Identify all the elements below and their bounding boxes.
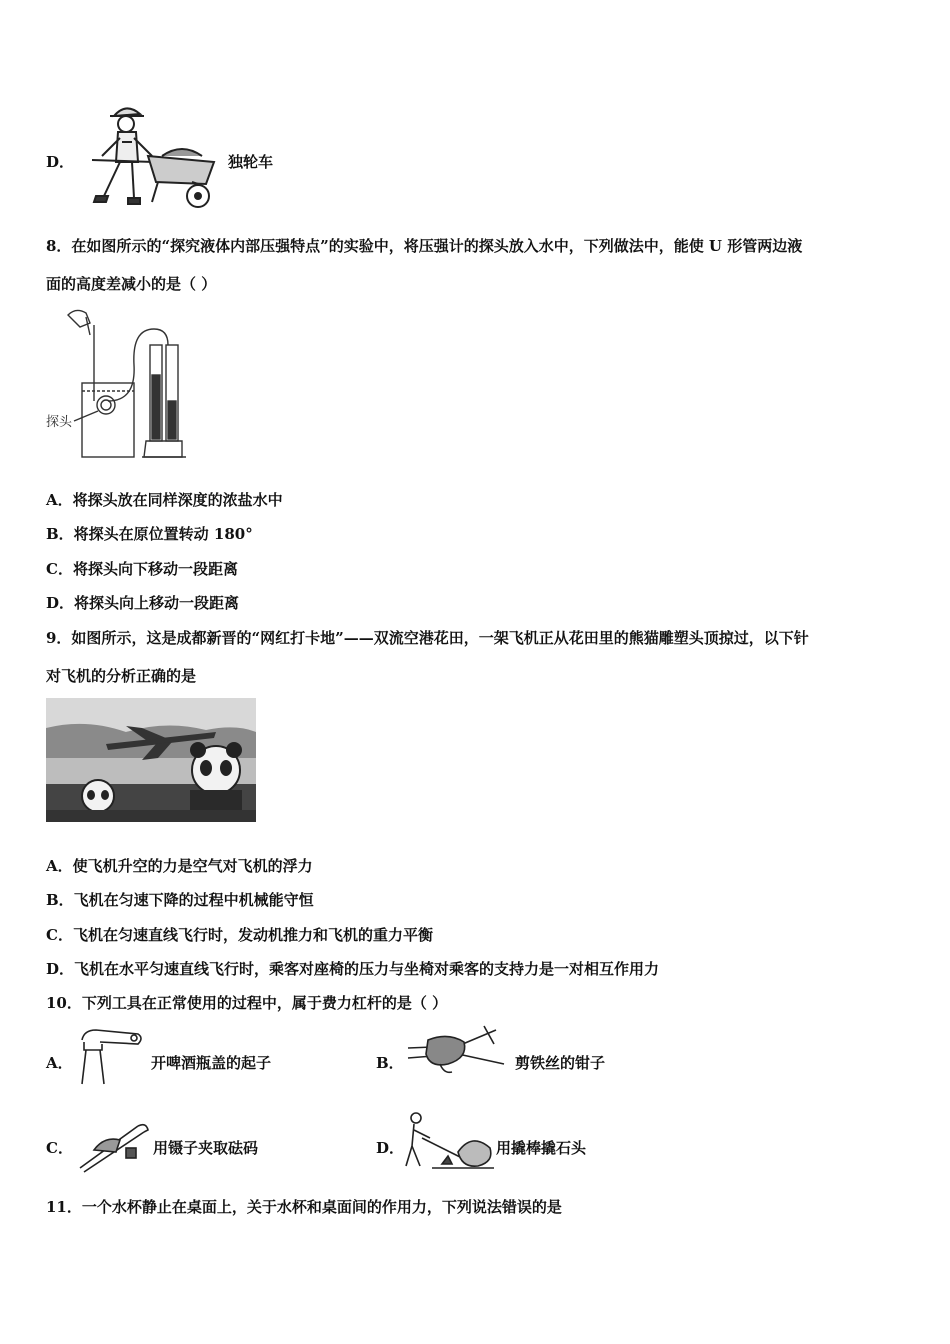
- pressure-gauge-figure: [46, 305, 186, 465]
- q9-option-d: D．飞机在水平匀速直线飞行时，乘客对座椅的压力与坐椅对乘客的支持力是一对相互作用力: [46, 960, 660, 978]
- q8-stem-line2: 面的高度差减小的是（ ）: [46, 275, 217, 293]
- bottle-opener-figure: [76, 1026, 146, 1086]
- q8-option-b: B．将探头在原位置转动 180°: [46, 525, 253, 543]
- q9-stem-line1: 9．如图所示，这是成都新晋的“网红打卡地”——双流空港花田，一架飞机正从花田里的熊猫雕塑头顶掠过，以下针: [46, 629, 809, 647]
- q10-option-c-label: 用镊子夹取砝码: [153, 1139, 259, 1157]
- q10-option-a-letter: A．: [46, 1054, 73, 1072]
- q10-option-b-letter: B．: [376, 1054, 404, 1072]
- q9-stem-line2: 对飞机的分析正确的是: [46, 667, 197, 685]
- tweezers-figure: [74, 1114, 154, 1174]
- q8-option-d: D．将探头向上移动一段距离: [46, 594, 240, 612]
- q10-option-d-label: 用撬棒撬石头: [496, 1139, 587, 1157]
- wheelbarrow-figure: [82, 98, 222, 210]
- q10-option-a-label: 开啤酒瓶盖的起子: [151, 1054, 272, 1072]
- q10-option-c-letter: C．: [46, 1139, 73, 1157]
- q8-option-c: C．将探头向下移动一段距离: [46, 560, 238, 578]
- crowbar-figure: [402, 1108, 494, 1172]
- q8-option-a: A．将探头放在同样深度的浓盐水中: [46, 491, 283, 509]
- q11-stem: 11．一个水杯静止在桌面上，关于水杯和桌面间的作用力，下列说法错误的是: [46, 1198, 562, 1216]
- q10-stem: 10．下列工具在正常使用的过程中，属于费力杠杆的是（ ）: [46, 994, 448, 1012]
- q8-stem-line1: 8．在如图所示的“探究液体内部压强特点”的实验中，将压强计的探头放入水中，下列做法中，能使 U 形管两边液: [46, 237, 803, 255]
- q9-option-a: A．使飞机升空的力是空气对飞机的浮力: [46, 857, 313, 875]
- q9-option-b: B．飞机在匀速下降的过程中机械能守恒: [46, 891, 314, 909]
- q10-option-d-letter: D．: [376, 1139, 405, 1157]
- q10-option-b-label: 剪铁丝的钳子: [515, 1054, 606, 1072]
- q9-option-c: C．飞机在匀速直线飞行时，发动机推力和飞机的重力平衡: [46, 926, 433, 944]
- q7-option-d-letter: D．: [46, 153, 75, 171]
- q7-option-d-label: 独轮车: [228, 153, 274, 171]
- pliers-figure: [404, 1024, 512, 1080]
- plane-panda-photo: [46, 698, 256, 822]
- probe-label: 探头: [46, 415, 73, 430]
